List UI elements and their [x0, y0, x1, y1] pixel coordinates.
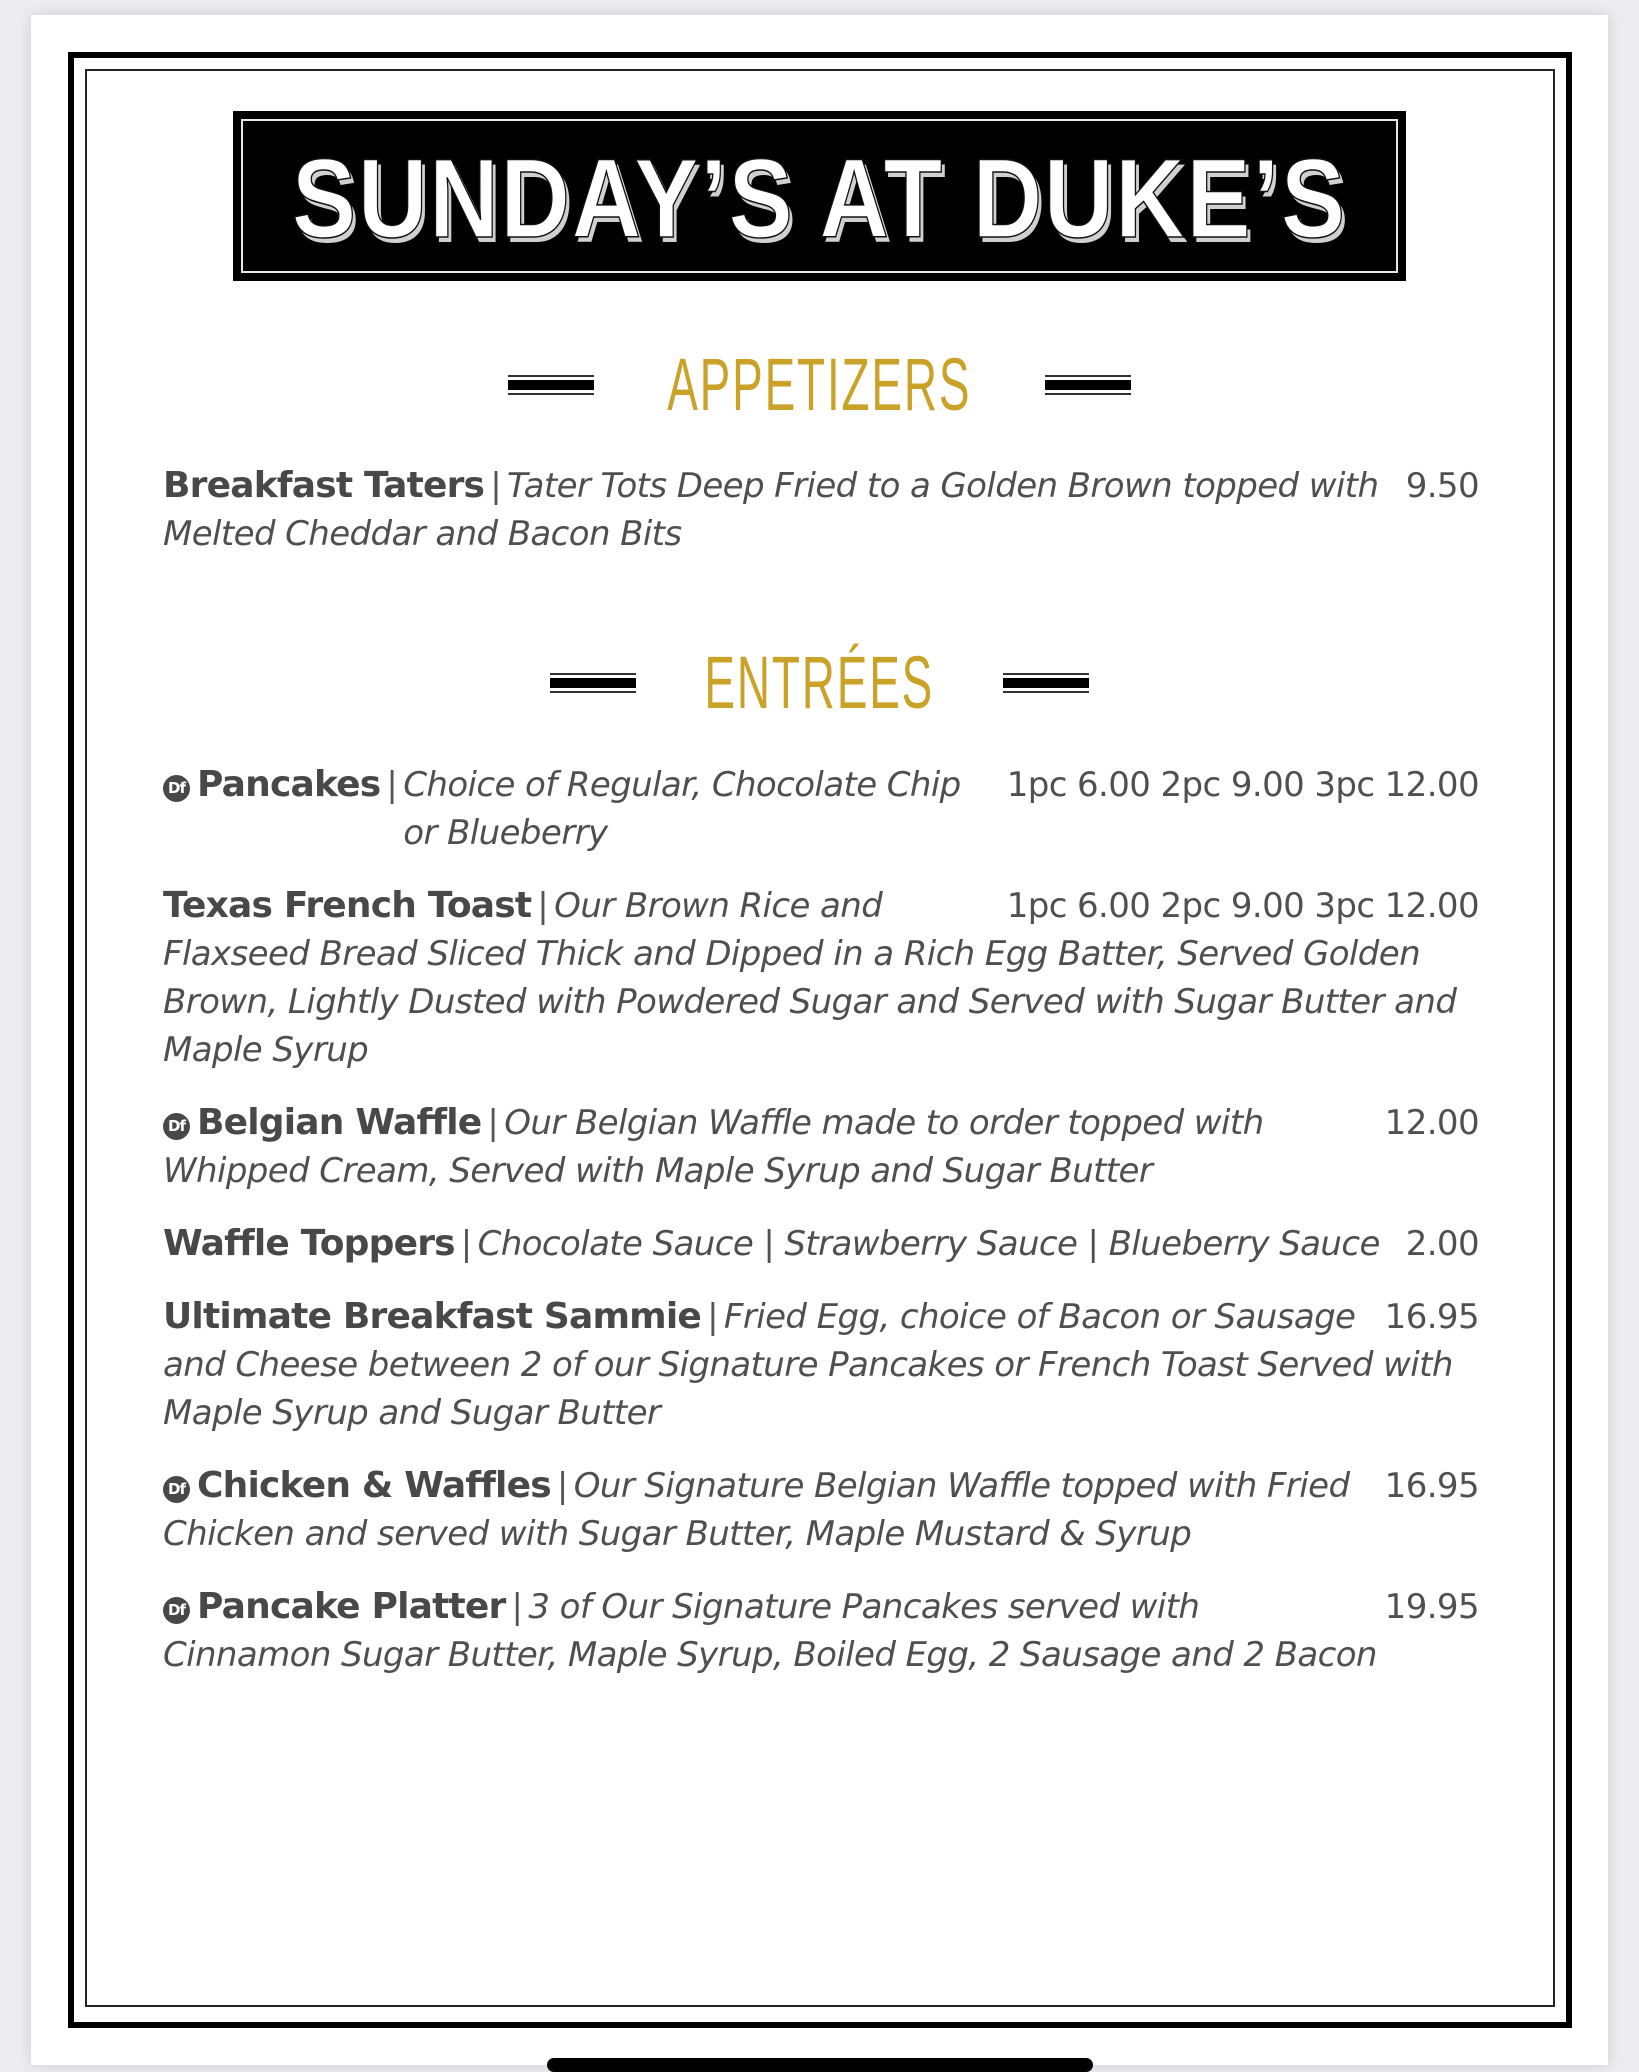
dairy-free-badge-icon: Df	[163, 775, 190, 802]
section-heading-appetizers	[0, 343, 1639, 426]
menu-item	[163, 1099, 1479, 1195]
item-description: Choice of Regular, Chocolate Chip or Blueberry	[403, 765, 961, 853]
menu-item	[163, 1293, 1479, 1437]
item-name: Belgian Waffle	[197, 1102, 482, 1143]
appetizers-list	[163, 462, 1479, 583]
section-title: APPETIZERS	[667, 343, 972, 426]
item-price: 16.95	[1384, 1297, 1479, 1337]
item-price: 1pc 6.00 2pc 9.00 3pc 12.00	[1006, 765, 1479, 805]
heading-rule-left	[550, 673, 636, 693]
item-description: Our Signature Belgian Waffle topped with Fried Chicken and served with Sugar Butter, Maple Mustard & Syrup	[163, 1466, 1350, 1554]
item-separator: |	[537, 886, 549, 926]
item-price: 12.00	[1384, 1103, 1479, 1143]
item-price: 1pc 6.00 2pc 9.00 3pc 12.00	[1006, 886, 1479, 926]
item-separator: |	[511, 1587, 523, 1627]
item-description: Tater Tots Deep Fried to a Golden Brown topped with Melted Cheddar and Bacon Bits	[163, 466, 1379, 554]
item-price: 19.95	[1384, 1587, 1479, 1627]
item-separator: |	[707, 1297, 718, 1337]
heading-rule-right	[1003, 673, 1089, 693]
item-separator: |	[556, 1466, 568, 1506]
item-price: 2.00	[1405, 1224, 1479, 1264]
item-price: 9.50	[1405, 466, 1479, 506]
menu-item	[163, 761, 1479, 857]
item-description: Our Belgian Waffle made to order topped with Whipped Cream, Served with Maple Syrup and Sugar Butter	[163, 1103, 1264, 1191]
item-separator: |	[487, 1103, 499, 1143]
item-description: Our Brown Rice and Flaxseed Bread Sliced Thick and Dipped in a Rich Egg Batter, Served Golden Brown, Lightly Dusted with Powdered Sugar and Served with Sugar Butter and Maple Syrup	[163, 886, 1457, 1070]
item-separator: |	[460, 1224, 472, 1264]
item-description: 3 of Our Signature Pancakes served with Cinnamon Sugar Butter, Maple Syrup, Boiled Egg, 2 Sausage and 2 Bacon	[163, 1587, 1377, 1675]
heading-rule-right	[1045, 375, 1131, 395]
item-name: Chicken & Waffles	[197, 1465, 551, 1506]
item-price: 16.95	[1384, 1466, 1479, 1506]
menu-item	[163, 1220, 1479, 1268]
menu-item	[163, 1462, 1479, 1558]
page-title: SUNDAY’S AT DUKE’S	[292, 136, 1347, 261]
menu-item	[163, 882, 1479, 1074]
item-name: Texas French Toast	[163, 885, 532, 926]
item-description: Fried Egg, choice of Bacon or Sausage and Cheese between 2 of our Signature Pancakes or French Toast Served with Maple Syrup and Sugar Butter	[163, 1297, 1453, 1433]
item-name: Pancake Platter	[197, 1586, 506, 1627]
item-name: Ultimate Breakfast Sammie	[163, 1296, 702, 1337]
section-heading-entrees	[0, 641, 1639, 724]
menu-item	[163, 1583, 1479, 1679]
item-name: Breakfast Taters	[163, 465, 485, 506]
section-title: ENTRÉES	[704, 641, 935, 724]
home-indicator[interactable]	[547, 2058, 1093, 2072]
item-description: Chocolate Sauce | Strawberry Sauce | Blueberry Sauce	[477, 1224, 1380, 1264]
heading-rule-left	[508, 375, 594, 395]
item-name: Pancakes	[197, 764, 381, 805]
item-name: Waffle Toppers	[163, 1223, 455, 1264]
entrees-list	[163, 761, 1479, 1704]
item-separator: |	[386, 765, 398, 805]
menu-item	[163, 462, 1479, 558]
title-banner-frame	[241, 119, 1398, 273]
dairy-free-badge-icon: Df	[163, 1113, 190, 1140]
dairy-free-badge-icon: Df	[163, 1597, 190, 1624]
item-separator: |	[490, 466, 502, 506]
dairy-free-badge-icon: Df	[163, 1476, 190, 1503]
title-banner	[233, 111, 1406, 281]
